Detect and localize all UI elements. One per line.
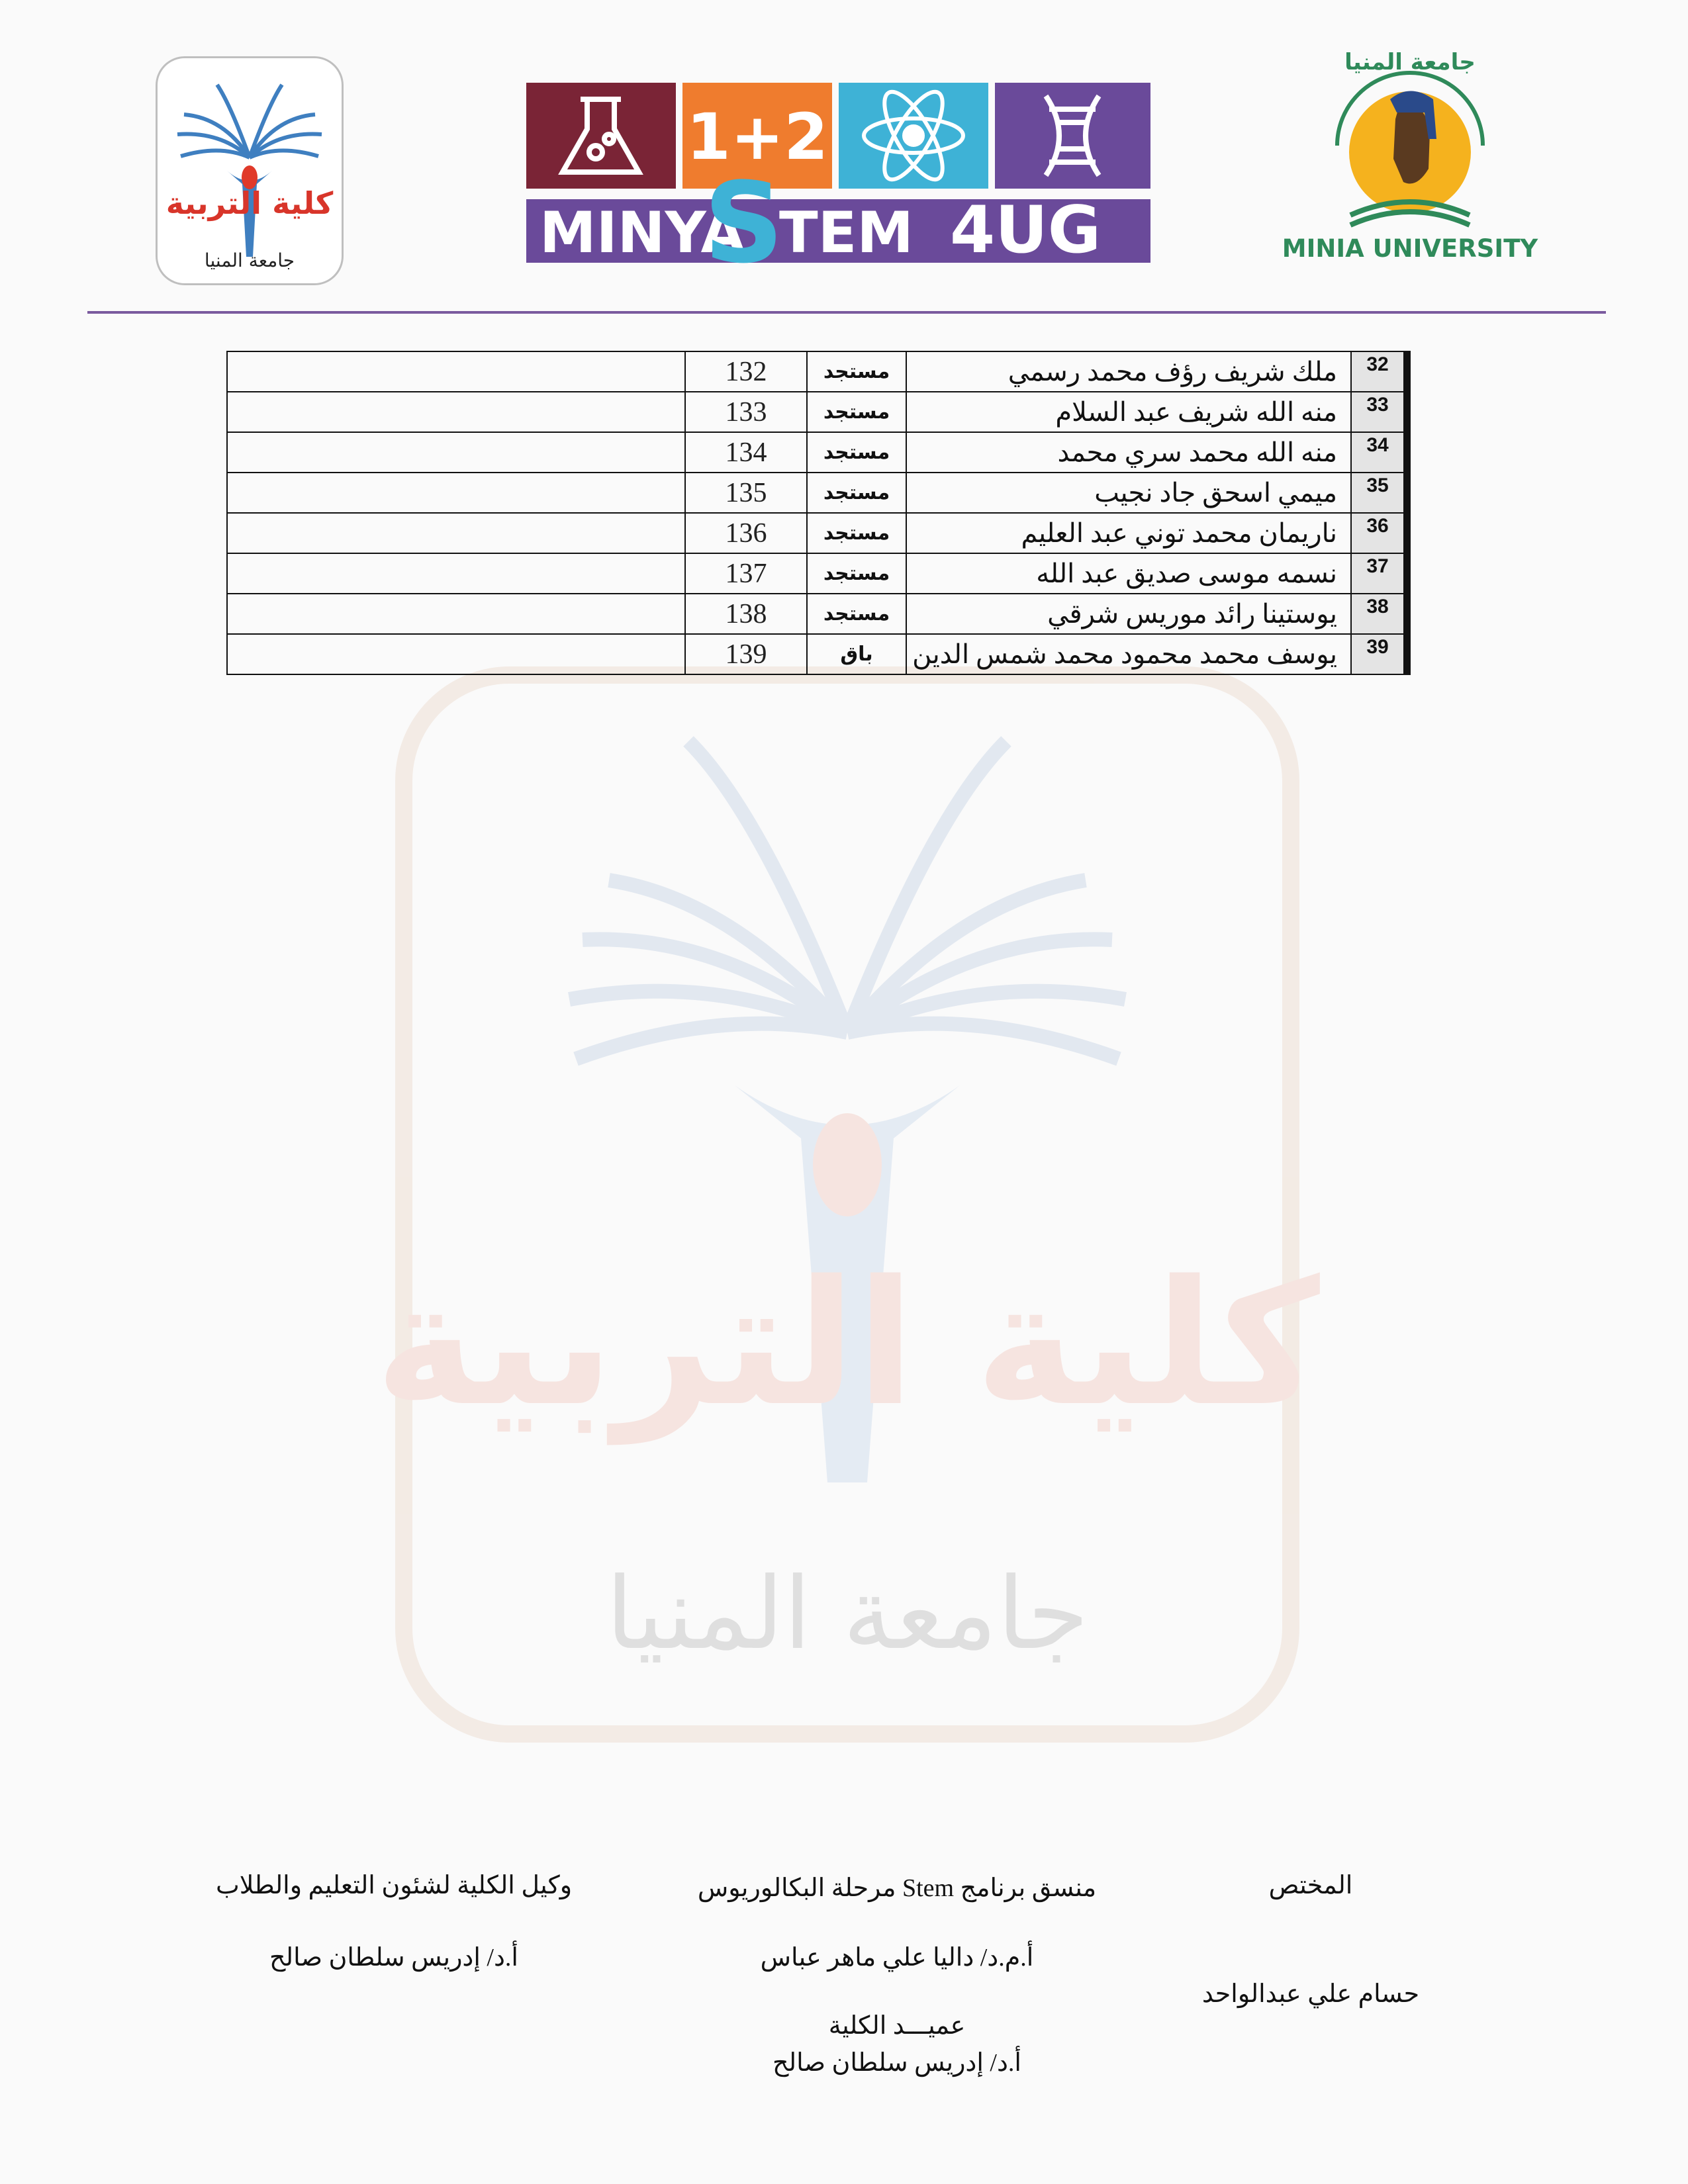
table-row: [227, 634, 1407, 674]
dean-name: أ.د/ إدريس سلطان صالح: [773, 2049, 1021, 2077]
specialist-title: المختص: [1268, 1872, 1353, 1899]
minya-stem-4ug-banner: [526, 83, 1150, 288]
row-number-cell: 36: [1351, 513, 1407, 553]
stem-banner-tem: TEM: [779, 200, 914, 266]
student-name-cell: ناريمان محمد توني عبد العليم: [906, 513, 1351, 553]
table-row: [227, 513, 1407, 553]
minia-english-name: MINIA UNIVERSITY: [1282, 234, 1538, 263]
header-divider: [87, 311, 1606, 314]
watermark-subtext: جامعة المنيا: [606, 1557, 1089, 1672]
seat-number-cell: 136: [685, 513, 807, 553]
status-cell: مستجد: [807, 473, 906, 513]
dean-title: عميـــد الكلية: [828, 2012, 966, 2040]
students-table-body: [227, 351, 1407, 674]
notes-cell: [227, 473, 685, 513]
vice-dean-title: وكيل الكلية لشئون التعليم والطلاب: [215, 1872, 573, 1899]
stem-banner-s: S: [704, 158, 784, 288]
seat-number-cell: 137: [685, 553, 807, 594]
minia-university-logo: [1282, 46, 1538, 271]
seat-number-cell: 138: [685, 594, 807, 634]
row-number-cell: 33: [1351, 392, 1407, 432]
status-cell: مستجد: [807, 553, 906, 594]
minia-arabic-name: جامعة المنيا: [1344, 49, 1476, 75]
student-name-cell: ملك شريف رؤف محمد رسمي: [906, 351, 1351, 392]
stem-banner-number: 1+2: [686, 100, 829, 174]
student-name-cell: منه الله شريف عبد السلام: [906, 392, 1351, 432]
status-cell: مستجد: [807, 513, 906, 553]
seat-number-cell: 135: [685, 473, 807, 513]
student-name-cell: ميمي اسحق جاد نجيب: [906, 473, 1351, 513]
seat-number-cell: 139: [685, 634, 807, 674]
vice-dean-name: أ.د/ إدريس سلطان صالح: [269, 1944, 518, 1972]
student-name-cell: منه الله محمد سري محمد: [906, 432, 1351, 473]
row-number-cell: 38: [1351, 594, 1407, 634]
status-cell: مستجد: [807, 432, 906, 473]
notes-cell: [227, 634, 685, 674]
notes-cell: [227, 513, 685, 553]
row-number-cell: 34: [1351, 432, 1407, 473]
specialist-name: حسام علي عبدالواحد: [1201, 1980, 1420, 2008]
faculty-logo-text: كلية التربية: [165, 185, 334, 221]
stem-banner-minya: MINYA: [539, 200, 745, 266]
status-cell: باق: [807, 634, 906, 674]
student-name-cell: يوسف محمد محمود محمد شمس الدين: [906, 634, 1351, 674]
table-row: [227, 553, 1407, 594]
coordinator-title: منسق برنامج Stem مرحلة البكالوريوس: [697, 1874, 1097, 1902]
row-number-cell: 39: [1351, 634, 1407, 674]
seat-number-cell: 132: [685, 351, 807, 392]
seat-number-cell: 133: [685, 392, 807, 432]
table-row: [227, 351, 1407, 392]
watermark-text: كلية التربية: [375, 1244, 1320, 1444]
coordinator-name: أ.م.د/ داليا علي ماهر عباس: [760, 1944, 1034, 1972]
student-name-cell: يوستينا رائد موريس شرقي: [906, 594, 1351, 634]
table-row: [227, 432, 1407, 473]
faculty-logo-watermark: [375, 662, 1320, 1747]
status-cell: مستجد: [807, 594, 906, 634]
notes-cell: [227, 432, 685, 473]
status-cell: مستجد: [807, 351, 906, 392]
notes-cell: [227, 392, 685, 432]
notes-cell: [227, 594, 685, 634]
notes-cell: [227, 553, 685, 594]
table-row: [227, 473, 1407, 513]
table-row: [227, 392, 1407, 432]
row-number-cell: 32: [1351, 351, 1407, 392]
status-cell: مستجد: [807, 392, 906, 432]
row-number-cell: 37: [1351, 553, 1407, 594]
students-table: [226, 351, 1411, 675]
faculty-of-education-logo: [156, 56, 344, 285]
student-name-cell: نسمه موسى صديق عبد الله: [906, 553, 1351, 594]
seat-number-cell: 134: [685, 432, 807, 473]
stem-banner-4ug: 4UG: [950, 193, 1102, 268]
table-row: [227, 594, 1407, 634]
notes-cell: [227, 351, 685, 392]
faculty-logo-subtext: جامعة المنيا: [204, 250, 295, 271]
row-number-cell: 35: [1351, 473, 1407, 513]
